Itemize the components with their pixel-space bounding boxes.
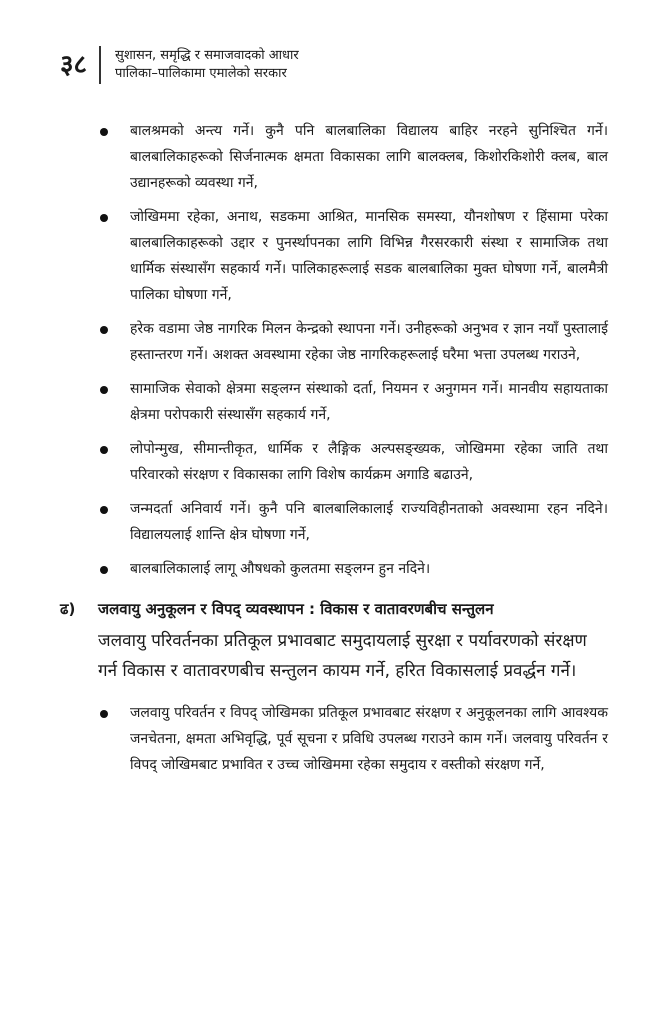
section-paragraph: जलवायु परिवर्तनका प्रतिकूल प्रभावबाट समुदायलाई सुरक्षा र पर्यावरणको संरक्षण गर्न विकास र वातावरणबीच सन्तुलन कायम गर्ने, हरित विकासलाई प्रवर्द्धन गर्ने।	[98, 631, 587, 681]
page-body	[60, 118, 608, 786]
section-marker: ढ)	[60, 600, 76, 618]
bullet-icon	[100, 446, 108, 454]
bullet-icon	[100, 214, 108, 222]
list-item	[100, 700, 608, 778]
list-item	[100, 496, 608, 548]
list-item	[100, 118, 608, 196]
list-item	[100, 376, 608, 428]
list-item-text: जलवायु परिवर्तन र विपद् जोखिमका प्रतिकूल प्रभावबाट संरक्षण र अनुकूलनका लागि आवश्यक जनचेतना, क्षमता अभिवृद्धि, पूर्व सूचना र प्रविधि उपलब्ध गराउने काम गर्ने। जलवायु परिवर्तन र विपद् जोखिमबाट प्रभावित र उच्च जोखिममा रहेका समुदाय र वस्तीको संरक्षण गर्ने,	[130, 705, 608, 773]
list-item-text: बालश्रमको अन्त्य गर्ने। कुनै पनि बालबालिका विद्यालय बाहिर नरहने सुनिश्चित गर्ने। बालबालिकाहरूको सिर्जनात्मक क्षमता विकासका लागि बालक्लब, किशोरकिशोरी क्लब, बाल उद्यानहरूको व्यवस्था गर्ने,	[130, 123, 608, 191]
bullet-list-section	[60, 700, 608, 778]
bullet-icon	[100, 326, 108, 334]
list-item-text: बालबालिकालाई लागू औषधको कुलतमा सङ्लग्न हुन नदिने।	[130, 561, 431, 577]
list-item-text: जोखिममा रहेका, अनाथ, सडकमा आश्रित, मानसिक समस्या, यौनशोषण र हिंसामा परेका बालबालिकाहरूको उद्दार र पुनर्स्थापनका लागि विभिन्न गैरसरकारी संस्था र सामाजिक तथा धार्मिक संस्थासँग सहकार्य गर्ने। पालिकाहरूलाई सडक बालबालिका मुक्त घोषणा गर्ने, बालमैत्री पालिका घोषणा गर्ने,	[130, 209, 608, 303]
section-title: जलवायु अनुकूलन र विपद् व्यवस्थापन : विकास र वातावरणबीच सन्तुलन	[98, 600, 494, 618]
bullet-icon	[100, 566, 108, 574]
bullet-icon	[100, 128, 108, 136]
running-title-line-1: सुशासन, समृद्धि र समाजवादको आधार	[115, 48, 299, 63]
running-title-line-2: पालिका–पालिकामा एमालेको सरकार	[115, 66, 287, 81]
bullet-icon	[100, 506, 108, 514]
list-item-text: हरेक वडामा जेष्ठ नागरिक मिलन केन्द्रको स्थापना गर्ने। उनीहरूको अनुभव र ज्ञान नयाँ पुस्तालाई हस्तान्तरण गर्ने। अशक्त अवस्थामा रहेका जेष्ठ नागरिकहरूलाई घरैमा भत्ता उपलब्ध गराउने,	[130, 321, 608, 363]
list-item	[100, 316, 608, 368]
bullet-icon	[100, 710, 108, 718]
list-item	[100, 204, 608, 308]
list-item	[100, 556, 608, 582]
bullet-icon	[100, 386, 108, 394]
page-header	[60, 44, 299, 86]
list-item-text: जन्मदर्ता अनिवार्य गर्ने। कुनै पनि बालबालिकालाई राज्यविहीनताको अवस्थामा रहन नदिने। विद्यालयलाई शान्ति क्षेत्र घोषणा गर्ने,	[130, 501, 608, 543]
running-title	[115, 47, 299, 83]
section-heading	[60, 596, 608, 622]
list-item-text: लोपोन्मुख, सीमान्तीकृत, धार्मिक र लैङ्गिक अल्पसङ्ख्यक, जोखिममा रहेका जाति तथा परिवारको संरक्षण र विकासका लागि विशेष कार्यक्रम अगाडि बढाउने,	[130, 441, 608, 483]
page-number: ३८	[60, 50, 88, 80]
bullet-list-top	[60, 118, 608, 582]
list-item-text: सामाजिक सेवाको क्षेत्रमा सङ्लग्न संस्थाको दर्ता, नियमन र अनुगमन गर्ने। मानवीय सहायताका क्षेत्रमा परोपकारी संस्थासँग सहकार्य गर्ने,	[130, 381, 608, 423]
section-climate	[60, 596, 608, 778]
list-item	[100, 436, 608, 488]
header-divider	[99, 46, 101, 84]
